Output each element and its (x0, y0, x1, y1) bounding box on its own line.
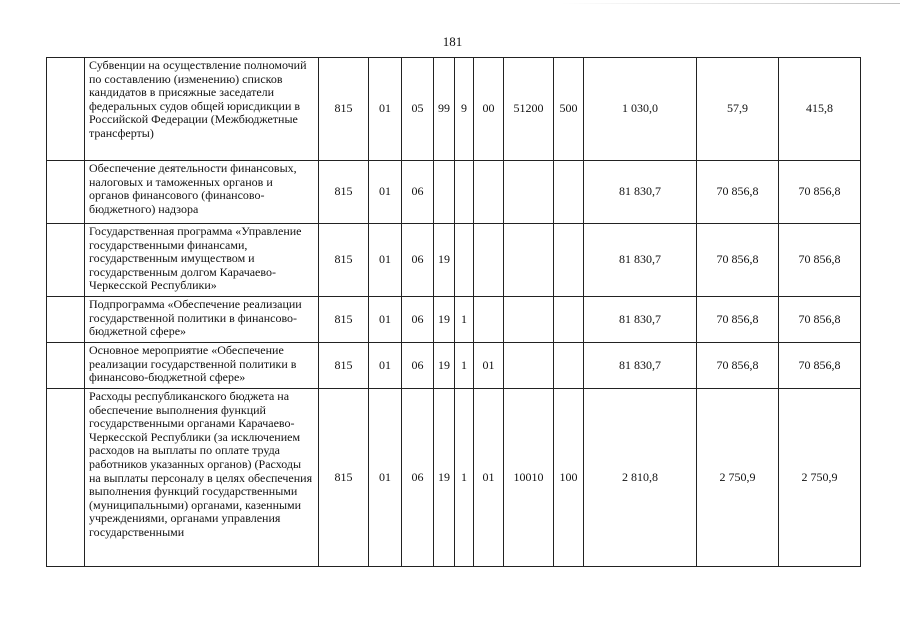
subprogram-cell: 1 (455, 389, 474, 567)
direction-cell: 51200 (504, 58, 554, 161)
measure-cell (474, 224, 504, 297)
direction-cell (504, 224, 554, 297)
program-cell: 19 (434, 297, 455, 343)
table-row (47, 389, 861, 567)
expense-type-cell (554, 297, 584, 343)
rz-cell: 01 (369, 389, 402, 567)
measure-cell (474, 297, 504, 343)
direction-cell (504, 297, 554, 343)
sum-2-cell: 70 856,8 (697, 297, 779, 343)
direction-cell (504, 161, 554, 224)
row-name: Подпрограмма «Обеспечение реализации государственной политики в финансово-бюджетной сфере» (85, 297, 319, 343)
scan-artifact-line (560, 3, 900, 4)
sum-3-cell: 70 856,8 (779, 297, 861, 343)
program-cell: 99 (434, 58, 455, 161)
sum-3-cell: 415,8 (779, 58, 861, 161)
program-cell: 19 (434, 224, 455, 297)
rz-cell: 01 (369, 343, 402, 389)
sum-2-cell: 2 750,9 (697, 389, 779, 567)
sum-1-cell: 81 830,7 (584, 297, 697, 343)
direction-cell (504, 343, 554, 389)
pr-cell: 06 (402, 389, 434, 567)
index-cell (47, 161, 85, 224)
index-cell (47, 343, 85, 389)
sum-1-cell: 81 830,7 (584, 224, 697, 297)
budget-table (46, 57, 861, 567)
measure-cell (474, 161, 504, 224)
sum-2-cell: 70 856,8 (697, 161, 779, 224)
page-number: 181 (442, 34, 463, 49)
expense-type-cell: 500 (554, 58, 584, 161)
ved-cell: 815 (319, 58, 369, 161)
rz-cell: 01 (369, 58, 402, 161)
rz-cell: 01 (369, 297, 402, 343)
row-name: Расходы республиканского бюджета на обеспечение выполнения функций государственными органами Карачаево-Черкесской Республики (за исключением расходов на выплаты по оплате труда работников указанных органов) (Расходы на выплаты персоналу в целях обеспечения выполнения функций государственными (муниципальными) органами, казенными учреждениями, органами управления государственными (85, 389, 319, 567)
ved-cell: 815 (319, 161, 369, 224)
sum-3-cell: 70 856,8 (779, 343, 861, 389)
row-name: Обеспечение деятельности финансовых, налоговых и таможенных органов и органов финансового (финансово-бюджетного) надзора (85, 161, 319, 224)
subprogram-cell: 1 (455, 343, 474, 389)
subprogram-cell (455, 224, 474, 297)
pr-cell: 06 (402, 161, 434, 224)
table-row (47, 58, 861, 161)
ved-cell: 815 (319, 389, 369, 567)
sum-1-cell: 1 030,0 (584, 58, 697, 161)
subprogram-cell (455, 161, 474, 224)
rz-cell: 01 (369, 224, 402, 297)
table-row (47, 343, 861, 389)
expense-type-cell (554, 161, 584, 224)
table-row (47, 297, 861, 343)
measure-cell: 01 (474, 343, 504, 389)
index-cell (47, 224, 85, 297)
index-cell (47, 297, 85, 343)
sum-2-cell: 57,9 (697, 58, 779, 161)
sum-3-cell: 70 856,8 (779, 224, 861, 297)
sum-3-cell: 2 750,9 (779, 389, 861, 567)
table-row (47, 224, 861, 297)
subprogram-cell: 1 (455, 297, 474, 343)
rz-cell: 01 (369, 161, 402, 224)
ved-cell: 815 (319, 224, 369, 297)
index-cell (47, 58, 85, 161)
expense-type-cell (554, 343, 584, 389)
direction-cell: 10010 (504, 389, 554, 567)
pr-cell: 05 (402, 58, 434, 161)
program-cell: 19 (434, 389, 455, 567)
sum-2-cell: 70 856,8 (697, 343, 779, 389)
program-cell: 19 (434, 343, 455, 389)
pr-cell: 06 (402, 297, 434, 343)
measure-cell: 00 (474, 58, 504, 161)
expense-type-cell (554, 224, 584, 297)
sum-3-cell: 70 856,8 (779, 161, 861, 224)
table-row (47, 161, 861, 224)
sum-2-cell: 70 856,8 (697, 224, 779, 297)
ved-cell: 815 (319, 343, 369, 389)
sum-1-cell: 2 810,8 (584, 389, 697, 567)
sum-1-cell: 81 830,7 (584, 161, 697, 224)
row-name: Основное мероприятие «Обеспечение реализации государственной политики в финансово-бюджетной сфере» (85, 343, 319, 389)
ved-cell: 815 (319, 297, 369, 343)
sum-1-cell: 81 830,7 (584, 343, 697, 389)
pr-cell: 06 (402, 343, 434, 389)
row-name: Государственная программа «Управление государственными финансами, государственным имуществом и государственным долгом Карачаево-Черкесской Республики» (85, 224, 319, 297)
subprogram-cell: 9 (455, 58, 474, 161)
pr-cell: 06 (402, 224, 434, 297)
measure-cell: 01 (474, 389, 504, 567)
program-cell (434, 161, 455, 224)
index-cell (47, 389, 85, 567)
row-name: Субвенции на осуществление полномочий по составлению (изменению) списков кандидатов в присяжные заседатели федеральных судов общей юрисдикции в Российской Федерации (Межбюджетные трансферты) (85, 58, 319, 161)
expense-type-cell: 100 (554, 389, 584, 567)
